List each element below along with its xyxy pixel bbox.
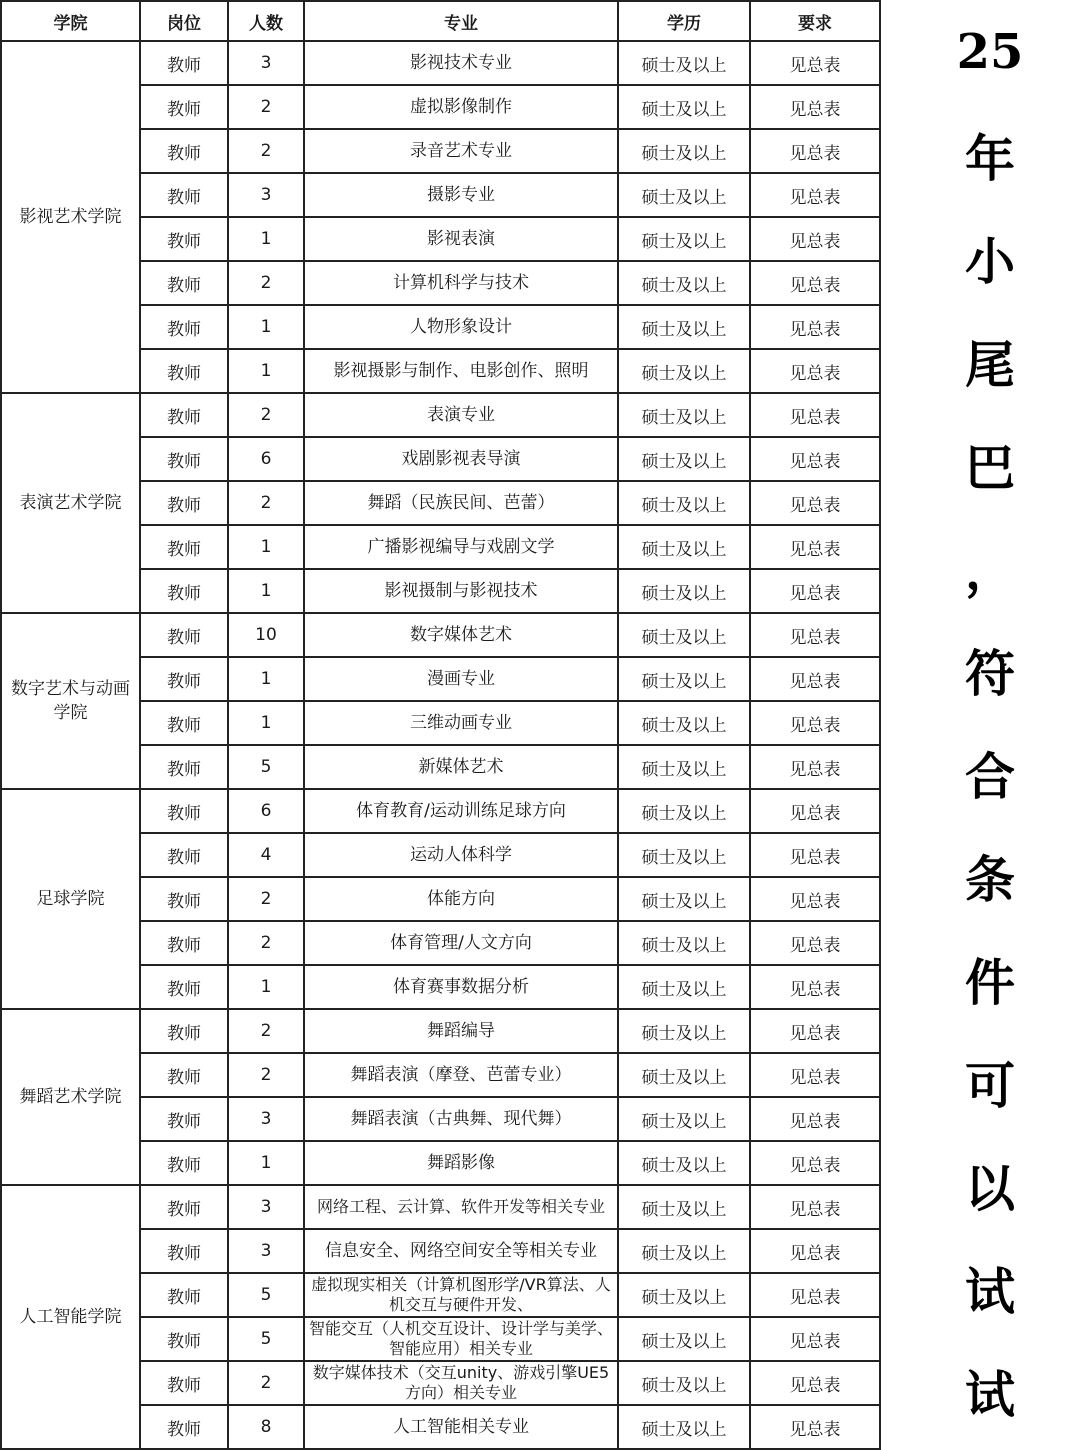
table-row	[1, 41, 880, 85]
degree-cell: 硕士及以上	[618, 1229, 750, 1273]
degree-cell: 硕士及以上	[618, 1097, 750, 1141]
count-cell: 2	[228, 1053, 304, 1097]
degree-cell: 硕士及以上	[618, 1361, 750, 1405]
count-cell: 2	[228, 129, 304, 173]
requirement-cell: 见总表	[750, 525, 880, 569]
requirement-cell: 见总表	[750, 657, 880, 701]
requirement-cell: 见总表	[750, 437, 880, 481]
post-cell: 教师	[140, 1141, 228, 1185]
post-cell: 教师	[140, 261, 228, 305]
major-cell: 体能方向	[304, 877, 618, 921]
major-cell: 体育管理/人文方向	[304, 921, 618, 965]
side-caption	[900, 0, 1080, 1443]
major-cell: 影视摄影与制作、电影创作、照明	[304, 349, 618, 393]
requirement-cell: 见总表	[750, 85, 880, 129]
count-cell: 8	[228, 1405, 304, 1449]
requirement-cell: 见总表	[750, 833, 880, 877]
degree-cell: 硕士及以上	[618, 1053, 750, 1097]
count-cell: 1	[228, 525, 304, 569]
degree-cell: 硕士及以上	[618, 1009, 750, 1053]
degree-cell: 硕士及以上	[618, 921, 750, 965]
degree-cell: 硕士及以上	[618, 1185, 750, 1229]
post-cell: 教师	[140, 1229, 228, 1273]
post-cell: 教师	[140, 833, 228, 877]
major-cell: 舞蹈影像	[304, 1141, 618, 1185]
side-caption-char: 件	[965, 952, 1015, 1012]
post-cell: 教师	[140, 525, 228, 569]
major-cell: 新媒体艺术	[304, 745, 618, 789]
major-cell: 智能交互（人机交互设计、设计学与美学、智能应用）相关专业	[304, 1317, 618, 1361]
degree-cell: 硕士及以上	[618, 701, 750, 745]
post-cell: 教师	[140, 437, 228, 481]
side-caption-char: 小	[965, 231, 1015, 291]
degree-cell: 硕士及以上	[618, 85, 750, 129]
degree-cell: 硕士及以上	[618, 745, 750, 789]
requirement-cell: 见总表	[750, 789, 880, 833]
degree-cell: 硕士及以上	[618, 261, 750, 305]
post-cell: 教师	[140, 965, 228, 1009]
count-cell: 1	[228, 701, 304, 745]
count-cell: 2	[228, 85, 304, 129]
major-cell: 录音艺术专业	[304, 129, 618, 173]
requirement-cell: 见总表	[750, 569, 880, 613]
requirement-cell: 见总表	[750, 1141, 880, 1185]
college-cell: 足球学院	[1, 789, 140, 1009]
table-body	[1, 41, 880, 1449]
major-cell: 体育赛事数据分析	[304, 965, 618, 1009]
count-cell: 1	[228, 657, 304, 701]
count-cell: 1	[228, 569, 304, 613]
table-row	[1, 1185, 880, 1229]
degree-cell: 硕士及以上	[618, 613, 750, 657]
degree-cell: 硕士及以上	[618, 349, 750, 393]
header-count: 人数	[228, 1, 304, 41]
requirement-cell: 见总表	[750, 173, 880, 217]
degree-cell: 硕士及以上	[618, 1405, 750, 1449]
count-cell: 1	[228, 305, 304, 349]
side-caption-char: 25	[956, 23, 1024, 80]
requirement-cell: 见总表	[750, 393, 880, 437]
count-cell: 4	[228, 833, 304, 877]
degree-cell: 硕士及以上	[618, 173, 750, 217]
table-header-row	[1, 1, 880, 41]
requirement-cell: 见总表	[750, 129, 880, 173]
table-row	[1, 393, 880, 437]
major-cell: 影视摄制与影视技术	[304, 569, 618, 613]
requirement-cell: 见总表	[750, 1361, 880, 1405]
requirement-cell: 见总表	[750, 1317, 880, 1361]
requirement-cell: 见总表	[750, 41, 880, 85]
requirement-cell: 见总表	[750, 1405, 880, 1449]
requirement-cell: 见总表	[750, 877, 880, 921]
count-cell: 5	[228, 745, 304, 789]
post-cell: 教师	[140, 41, 228, 85]
side-caption-char: 巴	[965, 437, 1015, 497]
post-cell: 教师	[140, 393, 228, 437]
post-cell: 教师	[140, 305, 228, 349]
post-cell: 教师	[140, 1009, 228, 1053]
post-cell: 教师	[140, 1053, 228, 1097]
degree-cell: 硕士及以上	[618, 41, 750, 85]
count-cell: 3	[228, 1097, 304, 1141]
college-cell: 舞蹈艺术学院	[1, 1009, 140, 1185]
college-cell: 影视艺术学院	[1, 41, 140, 393]
requirement-cell: 见总表	[750, 481, 880, 525]
requirement-cell: 见总表	[750, 745, 880, 789]
major-cell: 舞蹈表演（古典舞、现代舞）	[304, 1097, 618, 1141]
post-cell: 教师	[140, 657, 228, 701]
requirement-cell: 见总表	[750, 349, 880, 393]
college-cell: 人工智能学院	[1, 1185, 140, 1449]
major-cell: 数字媒体艺术	[304, 613, 618, 657]
requirement-cell: 见总表	[750, 1229, 880, 1273]
header-major: 专业	[304, 1, 618, 41]
major-cell: 漫画专业	[304, 657, 618, 701]
count-cell: 6	[228, 437, 304, 481]
side-caption-char: 合	[965, 746, 1015, 806]
major-cell: 数字媒体技术（交互unity、游戏引擎UE5方向）相关专业	[304, 1361, 618, 1405]
count-cell: 3	[228, 41, 304, 85]
post-cell: 教师	[140, 1273, 228, 1317]
post-cell: 教师	[140, 613, 228, 657]
post-cell: 教师	[140, 745, 228, 789]
post-cell: 教师	[140, 173, 228, 217]
post-cell: 教师	[140, 877, 228, 921]
post-cell: 教师	[140, 569, 228, 613]
post-cell: 教师	[140, 701, 228, 745]
side-caption-char: 符	[965, 643, 1015, 703]
count-cell: 3	[228, 173, 304, 217]
count-cell: 3	[228, 1185, 304, 1229]
header-requirement: 要求	[750, 1, 880, 41]
count-cell: 6	[228, 789, 304, 833]
major-cell: 网络工程、云计算、软件开发等相关专业	[304, 1185, 618, 1229]
count-cell: 1	[228, 1141, 304, 1185]
degree-cell: 硕士及以上	[618, 833, 750, 877]
count-cell: 2	[228, 1009, 304, 1053]
side-caption-char: 尾	[965, 334, 1015, 394]
major-cell: 影视表演	[304, 217, 618, 261]
major-cell: 影视技术专业	[304, 41, 618, 85]
post-cell: 教师	[140, 1361, 228, 1405]
degree-cell: 硕士及以上	[618, 481, 750, 525]
degree-cell: 硕士及以上	[618, 1141, 750, 1185]
degree-cell: 硕士及以上	[618, 1273, 750, 1317]
requirement-cell: 见总表	[750, 701, 880, 745]
header-post: 岗位	[140, 1, 228, 41]
requirement-cell: 见总表	[750, 1273, 880, 1317]
requirement-cell: 见总表	[750, 1009, 880, 1053]
requirement-cell: 见总表	[750, 921, 880, 965]
degree-cell: 硕士及以上	[618, 965, 750, 1009]
side-caption-char: ，	[965, 540, 1015, 600]
degree-cell: 硕士及以上	[618, 569, 750, 613]
side-caption-char: 条	[965, 849, 1015, 909]
post-cell: 教师	[140, 921, 228, 965]
degree-cell: 硕士及以上	[618, 1317, 750, 1361]
post-cell: 教师	[140, 85, 228, 129]
count-cell: 10	[228, 613, 304, 657]
count-cell: 2	[228, 1361, 304, 1405]
major-cell: 人物形象设计	[304, 305, 618, 349]
major-cell: 运动人体科学	[304, 833, 618, 877]
college-cell: 表演艺术学院	[1, 393, 140, 613]
count-cell: 2	[228, 393, 304, 437]
requirement-cell: 见总表	[750, 217, 880, 261]
count-cell: 5	[228, 1317, 304, 1361]
count-cell: 1	[228, 965, 304, 1009]
major-cell: 人工智能相关专业	[304, 1405, 618, 1449]
post-cell: 教师	[140, 217, 228, 261]
side-caption-char: 可	[965, 1055, 1015, 1115]
post-cell: 教师	[140, 789, 228, 833]
major-cell: 戏剧影视表导演	[304, 437, 618, 481]
requirement-cell: 见总表	[750, 1053, 880, 1097]
requirement-cell: 见总表	[750, 305, 880, 349]
post-cell: 教师	[140, 481, 228, 525]
header-college: 学院	[1, 1, 140, 41]
table-row	[1, 1009, 880, 1053]
degree-cell: 硕士及以上	[618, 217, 750, 261]
post-cell: 教师	[140, 1185, 228, 1229]
requirement-cell: 见总表	[750, 1185, 880, 1229]
major-cell: 表演专业	[304, 393, 618, 437]
major-cell: 舞蹈编导	[304, 1009, 618, 1053]
major-cell: 广播影视编导与戏剧文学	[304, 525, 618, 569]
post-cell: 教师	[140, 1405, 228, 1449]
major-cell: 计算机科学与技术	[304, 261, 618, 305]
count-cell: 2	[228, 481, 304, 525]
post-cell: 教师	[140, 1317, 228, 1361]
side-caption-char: 试	[965, 1261, 1015, 1321]
major-cell: 体育教育/运动训练足球方向	[304, 789, 618, 833]
major-cell: 舞蹈表演（摩登、芭蕾专业）	[304, 1053, 618, 1097]
post-cell: 教师	[140, 349, 228, 393]
side-caption-char: 年	[965, 128, 1015, 188]
count-cell: 1	[228, 217, 304, 261]
requirement-cell: 见总表	[750, 965, 880, 1009]
degree-cell: 硕士及以上	[618, 525, 750, 569]
major-cell: 三维动画专业	[304, 701, 618, 745]
degree-cell: 硕士及以上	[618, 877, 750, 921]
degree-cell: 硕士及以上	[618, 393, 750, 437]
table-row	[1, 613, 880, 657]
major-cell: 舞蹈（民族民间、芭蕾）	[304, 481, 618, 525]
post-cell: 教师	[140, 1097, 228, 1141]
requirement-cell: 见总表	[750, 1097, 880, 1141]
degree-cell: 硕士及以上	[618, 129, 750, 173]
post-cell: 教师	[140, 129, 228, 173]
degree-cell: 硕士及以上	[618, 657, 750, 701]
college-cell: 数字艺术与动画学院	[1, 613, 140, 789]
major-cell: 虚拟现实相关（计算机图形学/VR算法、人机交互与硬件开发、	[304, 1273, 618, 1317]
count-cell: 2	[228, 921, 304, 965]
count-cell: 2	[228, 261, 304, 305]
table-row	[1, 789, 880, 833]
major-cell: 虚拟影像制作	[304, 85, 618, 129]
degree-cell: 硕士及以上	[618, 789, 750, 833]
count-cell: 5	[228, 1273, 304, 1317]
count-cell: 1	[228, 349, 304, 393]
degree-cell: 硕士及以上	[618, 437, 750, 481]
major-cell: 摄影专业	[304, 173, 618, 217]
requirement-cell: 见总表	[750, 613, 880, 657]
side-caption-char: 以	[965, 1158, 1015, 1218]
major-cell: 信息安全、网络空间安全等相关专业	[304, 1229, 618, 1273]
requirement-cell: 见总表	[750, 261, 880, 305]
count-cell: 3	[228, 1229, 304, 1273]
side-caption-char: 试	[965, 1364, 1015, 1424]
header-degree: 学历	[618, 1, 750, 41]
degree-cell: 硕士及以上	[618, 305, 750, 349]
count-cell: 2	[228, 877, 304, 921]
